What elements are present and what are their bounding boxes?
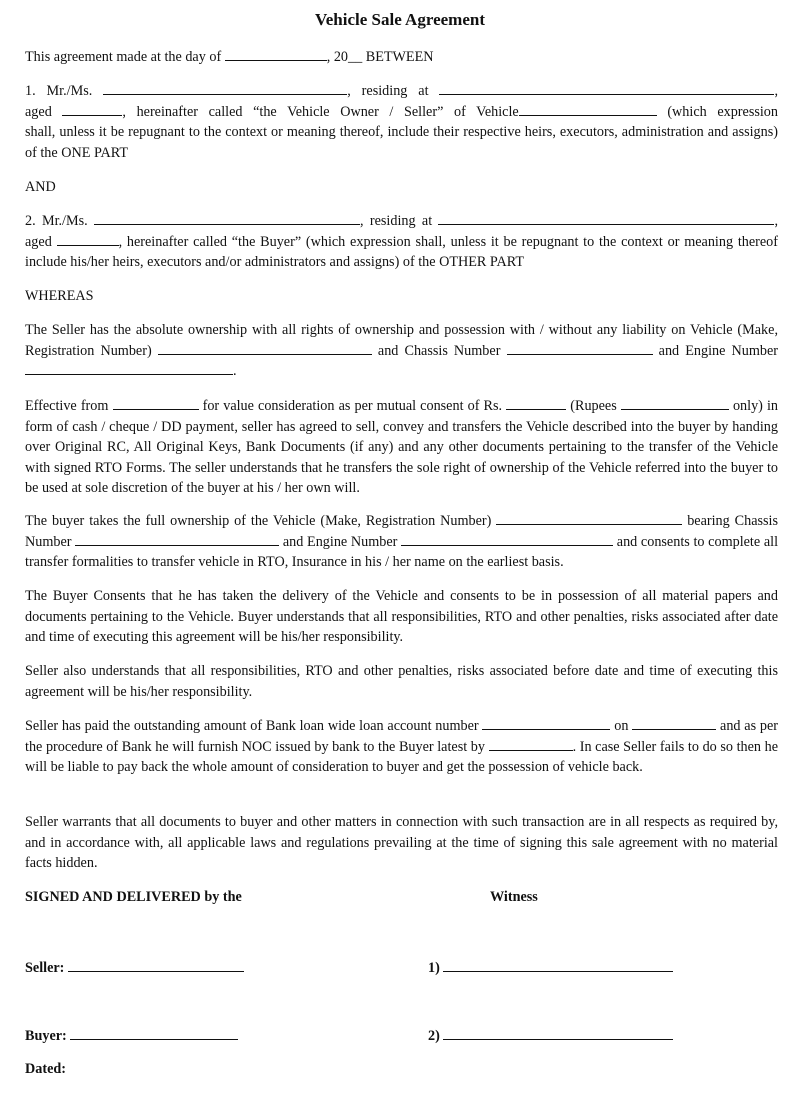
ownership-paragraph <box>25 320 778 382</box>
effective-text-d: only) in form of cash / cheque / DD payment, seller has agreed to sell, convey and transfers the Vehicle described into the buyer by handing over Original RC, All Original Keys, Bank Documents (if any) and any other documents pertaining to the transfer of the Vehicle with signed RTO Forms. The seller understands that he transfers the sole right of ownership of the Vehicle referred into the buyer to be used at sole discretion of the buyer at his / her own will. <box>25 398 779 497</box>
seller-chassis-blank[interactable] <box>507 341 653 355</box>
party-one-called: , hereinafter called “the Vehicle Owner / Seller” of Vehicle <box>122 103 519 120</box>
seller-address-blank[interactable] <box>439 81 774 95</box>
buyer-age-blank[interactable] <box>57 232 119 246</box>
party-one-rest-start: (which expression <box>667 103 778 120</box>
amount-words-blank[interactable] <box>621 396 729 410</box>
party-one-residing: , residing at <box>347 83 429 99</box>
buyer-engine-blank[interactable] <box>401 532 613 546</box>
witness-two-blank[interactable] <box>443 1025 673 1040</box>
loan-account-blank[interactable] <box>482 716 610 730</box>
buyer-takes-text-c: and Engine Number <box>282 533 398 550</box>
loan-text-c: and as per the procedure of Bank he will furnish NOC issued by bank to the Buyer latest by <box>25 718 779 755</box>
witness-one-signature <box>428 957 673 979</box>
buyer-takes-text-a: The buyer takes the full ownership of the Vehicle (Make, Registration Number) <box>25 513 492 529</box>
seller-name-blank[interactable] <box>103 81 347 95</box>
effective-text-b: for value consideration as per mutual consent of Rs. <box>202 398 503 414</box>
loan-date-blank[interactable] <box>632 716 716 730</box>
party-two-paragraph <box>25 211 778 273</box>
buyer-takes-text-d: and consents to complete all transfer formalities to transfer vehicle in RTO, Insurance in his / her name on the earliest basis. <box>25 533 779 571</box>
agreement-day-blank[interactable] <box>225 47 327 61</box>
warrants-paragraph: Seller warrants that all documents to buyer and other matters in connection with such transaction are in all respects as required by, and in accordance with, all applicable laws and regulations prevailing at the time of signing this sale agreement with no material facts hidden. <box>25 814 778 872</box>
and-heading: AND <box>25 179 56 195</box>
party-one-line-2 <box>25 102 778 123</box>
buyer-signature <box>25 1025 238 1047</box>
whereas-heading: WHEREAS <box>25 288 94 304</box>
party-two-rest: , hereinafter called “the Buyer” (which expression shall, unless it be repugnant to the context or meaning thereof include his/her heirs, executors and/or administrators and assigns) of the OTHER PART <box>25 233 779 271</box>
ownership-text-d: . <box>233 363 237 380</box>
witness-one-label: 1) <box>428 960 440 976</box>
seller-signature-label: Seller: <box>25 960 65 976</box>
seller-signature <box>25 957 244 979</box>
seller-engine-blank[interactable] <box>25 361 233 375</box>
loan-text-d: . In case Seller fails to do so then he will be liable to pay back the whole amount of consideration to buyer and get the possession of vehicle back. <box>25 738 779 776</box>
buyer-name-blank[interactable] <box>94 211 360 225</box>
witness-two-label: 2) <box>428 1028 440 1044</box>
witness-heading: Witness <box>490 889 538 905</box>
effective-text-c: (Rupees <box>570 398 617 414</box>
party-one-paragraph <box>25 81 778 163</box>
ownership-text-c: and Engine Number <box>658 342 779 359</box>
buyer-chassis-blank[interactable] <box>75 532 279 546</box>
page-title: Vehicle Sale Agreement <box>315 10 485 29</box>
dated-label: Dated: <box>25 1061 66 1077</box>
witness-two-signature <box>428 1025 673 1047</box>
party-two-residing: , residing at <box>360 213 433 229</box>
buyer-takes-text-b: bearing Chassis Number <box>25 513 779 550</box>
party-two-number: 2. Mr./Ms. <box>25 213 88 229</box>
party-one-rest: shall, unless it be repugnant to the context or meaning thereof, include their respective heirs, executors, administration and assigns) of the ONE PART <box>25 124 778 161</box>
intro-between: BETWEEN <box>365 49 434 65</box>
witness-one-blank[interactable] <box>443 957 673 972</box>
ownership-text-a: The Seller has the absolute ownership with all rights of ownership and possession with / without any liability on Vehicle (Make, Registration Number) <box>25 322 778 359</box>
buyer-signature-label: Buyer: <box>25 1028 67 1044</box>
party-two-line-1: 2. Mr./Ms. , residing at , <box>25 213 779 229</box>
party-one-number: 1. Mr./Ms. <box>25 83 93 99</box>
party-two-line-2 <box>25 232 778 273</box>
intro-year: , 20__ <box>326 49 363 65</box>
effective-paragraph <box>25 396 778 499</box>
signed-heading: SIGNED AND DELIVERED by the <box>25 889 242 905</box>
noc-date-blank[interactable] <box>489 737 573 751</box>
loan-text-a: Seller has paid the outstanding amount of Bank loan wide loan account number <box>25 718 479 734</box>
party-one-aged: aged <box>25 103 52 120</box>
seller-age-blank[interactable] <box>62 102 122 116</box>
seller-understands-paragraph: Seller also understands that all responsibilities, RTO and other penalties, risks associated before date and time of executing this agreement will be his/her responsibility. <box>25 663 778 700</box>
buyer-signature-blank[interactable] <box>70 1025 238 1040</box>
ownership-text-b: and Chassis Number <box>377 342 501 359</box>
seller-vehicle-blank[interactable] <box>519 102 657 116</box>
consents-paragraph: The Buyer Consents that he has taken the delivery of the Vehicle and consents to be in possession of all material papers and documents pertaining to the Vehicle. Buyer understands that all responsibilities, RTO and other penalties, risks associated after date and time of executing this agreement will be his/her responsibility. <box>25 588 778 646</box>
effective-text-a: Effective from <box>25 398 109 414</box>
loan-text-b: on <box>614 718 629 734</box>
loan-paragraph <box>25 716 778 778</box>
seller-signature-blank[interactable] <box>68 957 244 972</box>
amount-blank[interactable] <box>506 396 566 410</box>
party-one-line-1: 1. Mr./Ms. , residing at , <box>25 83 779 99</box>
intro-text: This agreement made at the day of <box>25 49 222 65</box>
seller-registration-blank[interactable] <box>158 341 372 355</box>
buyer-address-blank[interactable] <box>438 211 774 225</box>
buyer-registration-blank[interactable] <box>496 511 682 525</box>
party-two-aged: aged <box>25 233 52 250</box>
effective-date-blank[interactable] <box>113 396 199 410</box>
intro-line <box>25 47 778 68</box>
buyer-ownership-paragraph <box>25 511 778 573</box>
